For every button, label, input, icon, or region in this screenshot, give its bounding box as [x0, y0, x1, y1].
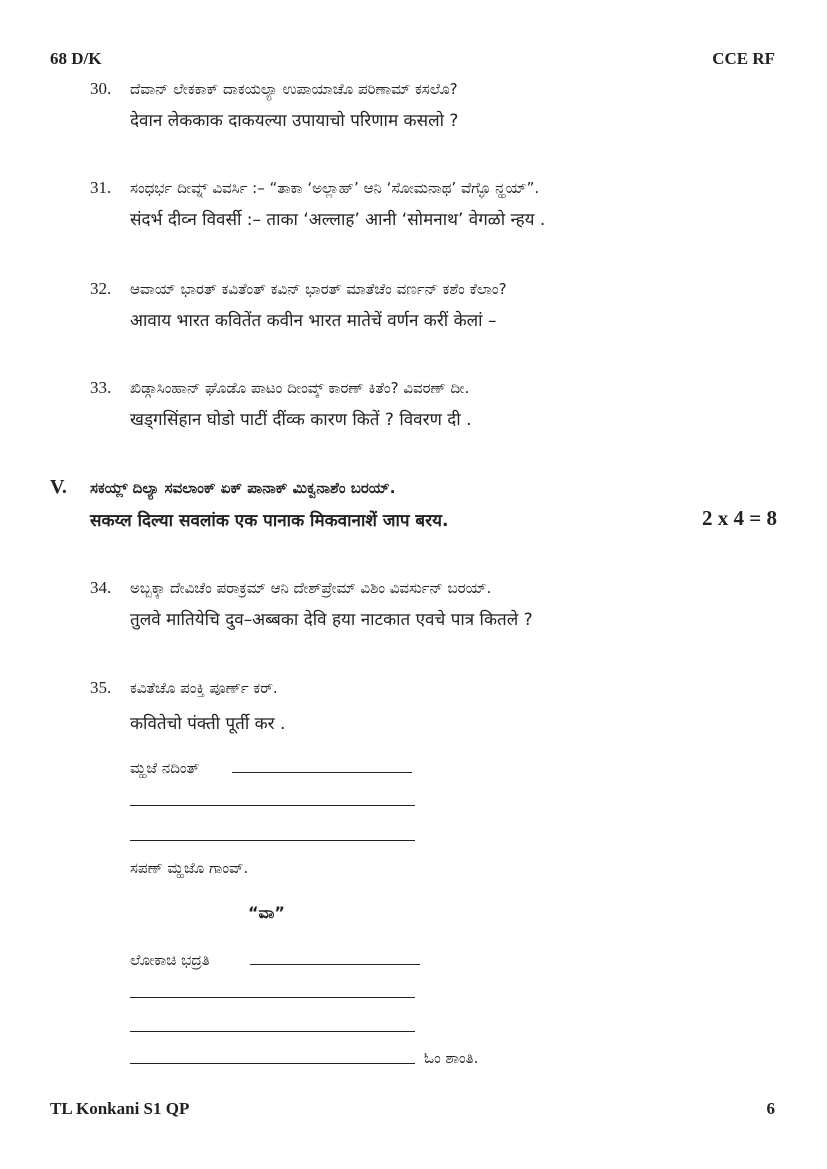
question-kannada: ಖಿಡ್ಗಾಸಿಂಹಾನ್ ಘೊಡೊ ಪಾಟಂ ದೀಂವ್ಕ್ ಕಾರಣ್ ಕಿತೆಂ? ವಿವರಣ್ ದೀ. — [130, 379, 470, 397]
footer-title: TL Konkani S1 QP — [50, 1099, 190, 1118]
question-number: 34. — [90, 578, 112, 597]
poem-line-start: ಮ್ಹಜೆ ನದಿಂತ್ — [130, 759, 200, 777]
answer-blank[interactable] — [130, 805, 415, 806]
answer-blank[interactable] — [130, 840, 415, 841]
question-devanagari: तुलवे मातियेचि दुव–अब्बका देवि हया नाटकात एवचे पात्र कितले ? — [130, 610, 533, 630]
question-kannada: ಕವಿತೆಚೊ ಪಂಕ್ತಿ ಪೂರ್ಣ್ ಕರ್. — [130, 679, 278, 697]
section-instruction-kannada: ಸಕಯ್ಲ್ ದಿಲ್ಯಾ ಸವಲಾಂಕ್ ಏಕ್ ಪಾನಾಕ್ ಮಿಕ್ವನಾಶೆಂ ಬರಯ್. — [90, 479, 396, 497]
question-number: 30. — [90, 79, 112, 98]
question-devanagari: देवान लेककाक दाकयल्या उपायाचो परिणाम कसलो ? — [130, 111, 459, 131]
question-number: 35. — [90, 678, 112, 697]
answer-blank[interactable] — [130, 1031, 415, 1032]
question-devanagari: कवितेचो पंक्ती पूर्ती कर . — [130, 714, 286, 734]
question-number: 32. — [90, 279, 112, 298]
section-instruction-devanagari: सकय्ल दिल्या सवलांक एक पानाक मिकवानाशें जाप बरय. — [90, 511, 449, 531]
answer-blank[interactable] — [130, 1063, 415, 1064]
question-number: 33. — [90, 378, 112, 397]
page-number: 6 — [766, 1099, 775, 1118]
section-numeral: V. — [50, 476, 67, 498]
poem-line-start: ಲೋಕಾಚಿ ಭದ್ರತಿ — [130, 951, 210, 969]
question-kannada: ದೆವಾನ್ ಲೇಕಕಾಕ್ ದಾಕಯಲ್ಯಾ ಉಪಾಯಾಚೊ ಪರಿಣಾಮ್ ಕಸಲೊ? — [130, 80, 458, 98]
answer-blank[interactable] — [232, 772, 412, 773]
poem-line-text: ಸಪಣ್ ಮ್ಹಜೊ ಗಾಂವ್. — [130, 859, 249, 877]
question-kannada: ಅಬ್ಬಕ್ಕಾ ದೇವಿಚೆಂ ಪರಾಕ್ರಮ್ ಆನಿ ದೇಶ್‌ಪ್ರೇಮ್ ವಿಶಿಂ ವಿವರ್ಸುನ್ ಬರಯ್. — [130, 579, 492, 597]
question-kannada: ಆವಾಯ್ ಭಾರತ್ ಕವಿತೆಂತ್ ಕವಿನ್ ಭಾರತ್ ಮಾತೆಚೆಂ ವರ್ಣನ್ ಕಶೆಂ ಕೆಲಾಂ? — [130, 280, 507, 298]
answer-blank[interactable] — [250, 964, 420, 965]
question-devanagari: संदर्भ दीव्न विवर्सी :– ताका ‘अल्लाह’ आनी ‘सोमनाथ’ वेगळो न्हय . — [130, 210, 546, 230]
poem-title: “ವಾ” — [248, 903, 285, 922]
poem-line-end: ಓಂ ಶಾಂತಿ. — [424, 1049, 479, 1067]
question-devanagari: खड्गसिंहान घोडो पाटीं दींव्क कारण कितें ? विवरण दी . — [130, 410, 472, 430]
answer-blank[interactable] — [130, 997, 415, 998]
question-devanagari: आवाय भारत कवितेंत कवीन भारत मातेचें वर्णन करीं केलां – — [130, 311, 497, 331]
question-kannada: ಸಂಧರ್ಭ ದೀವ್ನ್ ವಿವರ್ಸಿ :– “ತಾಕಾ ‘ಅಲ್ಲಾಹ್’ ಆನಿ ‘ಸೋಮನಾಥ’ ವೆಗ್ಳೊ ನ್ಹಯ್”. — [130, 179, 540, 197]
question-number: 31. — [90, 178, 112, 197]
section-marks: 2 x 4 = 8 — [702, 506, 777, 530]
header-right: CCE RF — [712, 49, 775, 68]
header-code: 68 D/K — [50, 49, 102, 68]
